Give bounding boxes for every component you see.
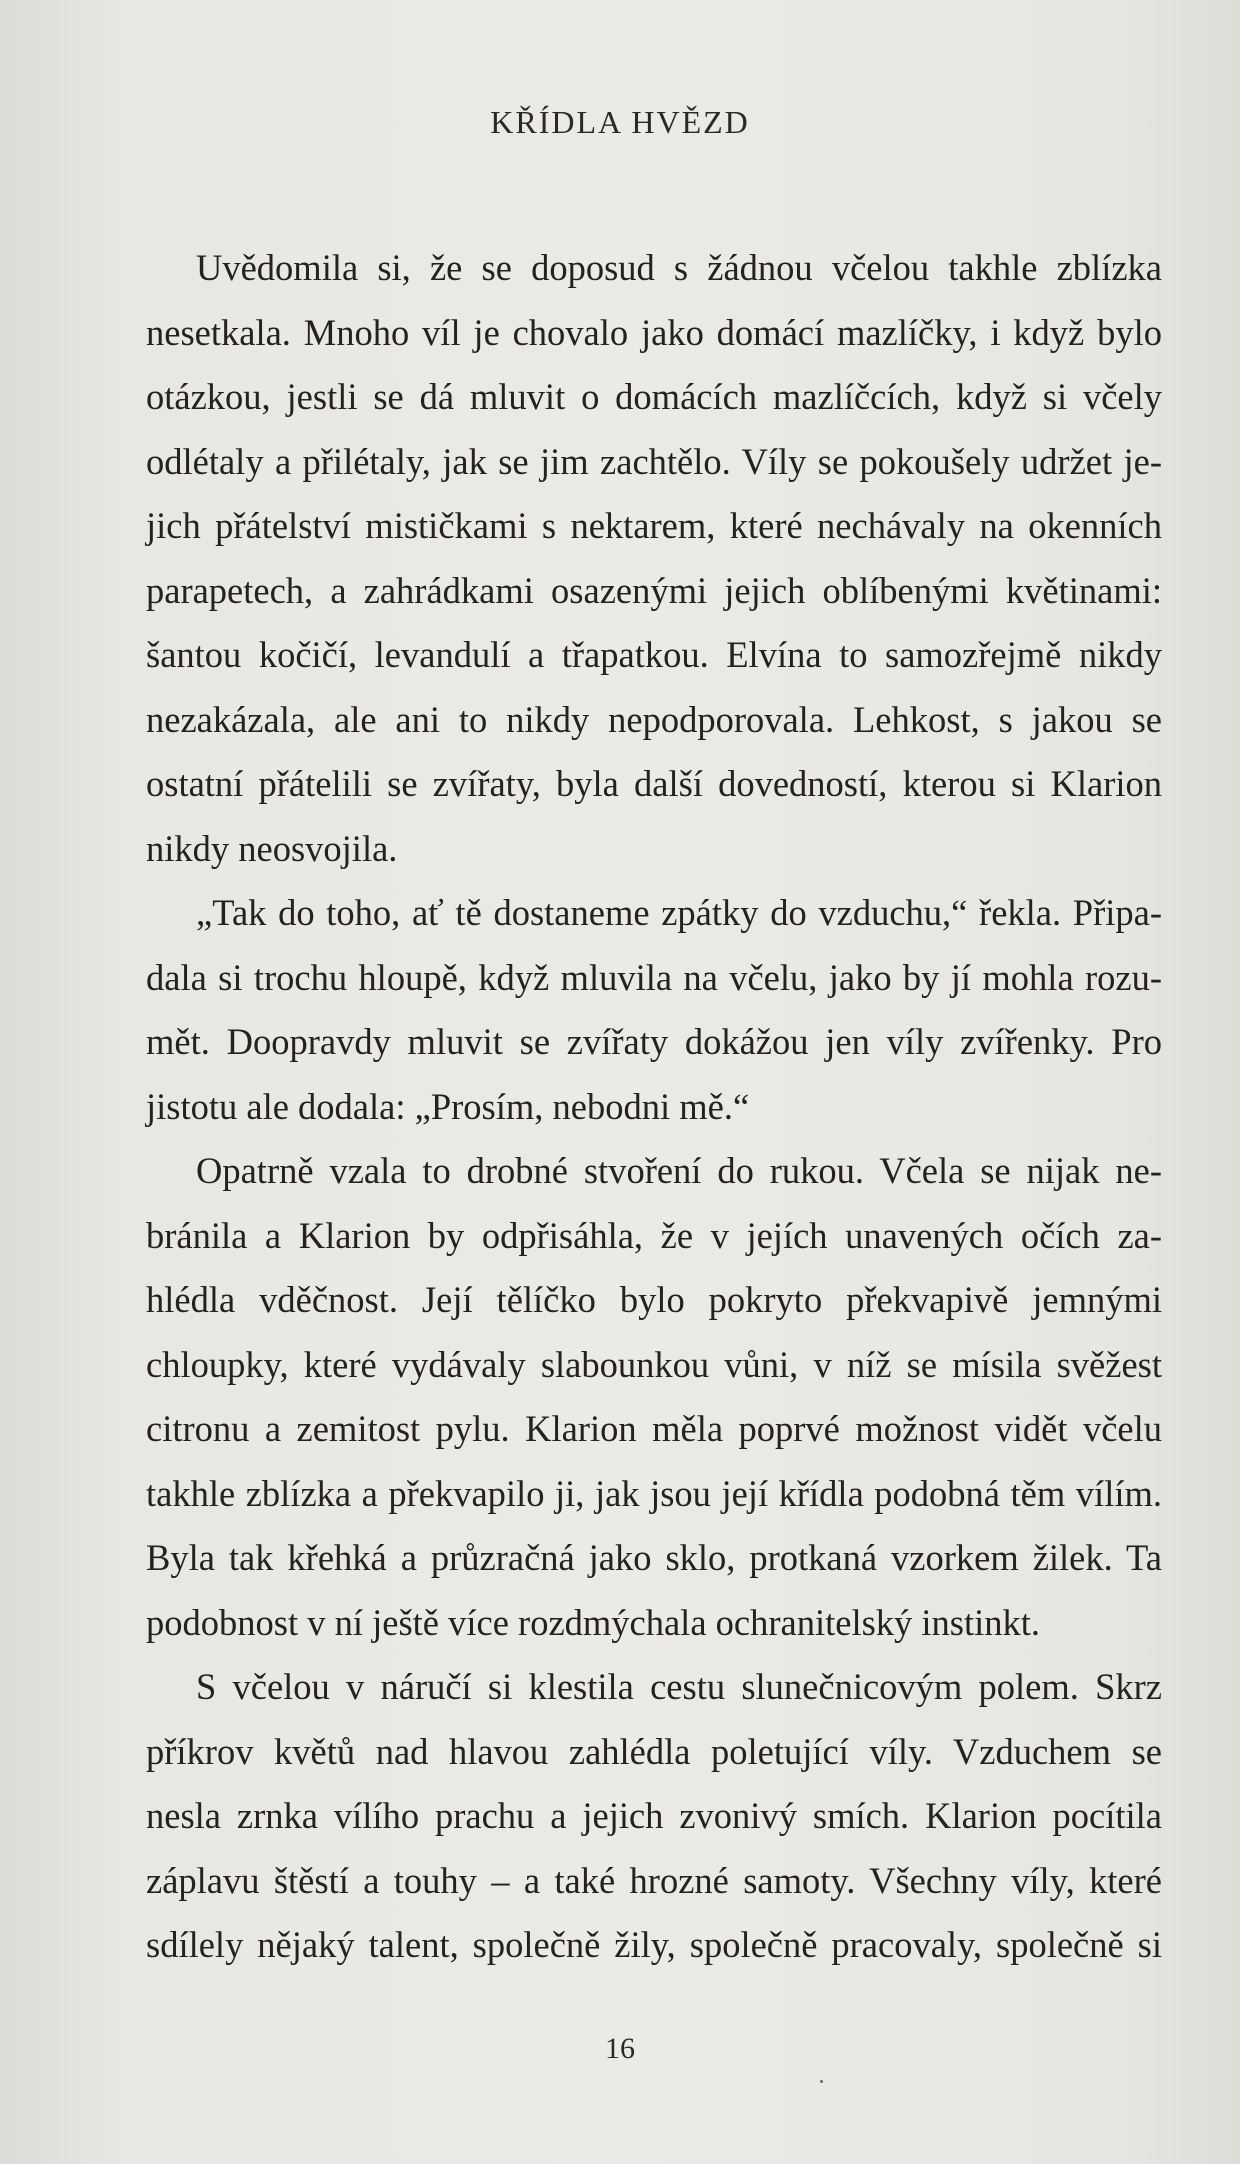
text-line: hlédla vděčnost. Její tělíčko bylo pokryto překvapivě jemnými bbox=[146, 1279, 1162, 1320]
text-line: záplavu štěstí a touhy – a také hrozné samoty. Všechny víly, které bbox=[146, 1859, 1162, 1901]
text-line: citronu a zemitost pylu. Klarion měla poprvé možnost vidět včelu bbox=[146, 1408, 1162, 1449]
paragraph bbox=[146, 1139, 1162, 1655]
text-line: „Tak do toho, ať tě dostaneme zpátky do vzduchu,“ řekla. Připa- bbox=[196, 892, 1162, 933]
text-line: Opatrně vzala to drobné stvoření do rukou. Včela se nijak ne- bbox=[196, 1150, 1162, 1191]
text-line: mět. Doopravdy mluvit se zvířaty dokážou jen víly zvířenky. Pro bbox=[146, 1021, 1162, 1062]
text-line: nesla zrnka vílího prachu a jejich zvonivý smích. Klarion pocítila bbox=[146, 1795, 1162, 1836]
text-line: ostatní přátelili se zvířaty, byla další dovedností, kterou si Klarion bbox=[146, 763, 1162, 804]
paragraph bbox=[146, 1655, 1162, 1978]
text-line: dala si trochu hloupě, když mluvila na včelu, jako by jí mohla rozu- bbox=[146, 956, 1162, 998]
text-line: jich přátelství mističkami s nektarem, které nechávaly na okenních bbox=[146, 505, 1162, 546]
text-line: Uvědomila si, že se doposud s žádnou včelou takhle zblízka bbox=[196, 247, 1162, 288]
text-line: bránila a Klarion by odpřisáhla, že v jejích unavených očích za- bbox=[146, 1214, 1162, 1256]
paragraph bbox=[146, 236, 1162, 881]
text-line: otázkou, jestli se dá mluvit o domácích mazlíčcích, když si včely bbox=[146, 376, 1162, 417]
text-line: takhle zblízka a překvapilo ji, jak jsou její křídla podobná těm vílím. bbox=[146, 1472, 1162, 1514]
text-line: chloupky, které vydávaly slabounkou vůni, v níž se mísila svěžest bbox=[146, 1343, 1162, 1385]
text-line: sdílely nějaký talent, společně žily, společně pracovaly, společně si bbox=[146, 1924, 1162, 1965]
text-line: parapetech, a zahrádkami osazenými jejich oblíbenými květinami: bbox=[146, 569, 1162, 611]
body-text bbox=[146, 236, 1162, 1978]
text-line: nikdy neosvojila. bbox=[146, 827, 398, 869]
paragraph bbox=[146, 881, 1162, 1139]
text-line: nesetkala. Mnoho víl je chovalo jako domácí mazlíčky, i když bylo bbox=[146, 311, 1162, 353]
text-line: odlétaly a přilétaly, jak se jim zachtělo. Víly se pokoušely udržet je- bbox=[146, 440, 1162, 482]
running-head: KŘÍDLA HVĚZD bbox=[490, 104, 750, 140]
paper-speck bbox=[820, 2080, 823, 2083]
text-line: jistotu ale dodala: „Prosím, nebodni mě.“ bbox=[146, 1085, 750, 1127]
page-number: 16 bbox=[605, 2032, 635, 2065]
text-line: podobnost v ní ještě více rozdmýchala ochranitelský instinkt. bbox=[146, 1601, 1041, 1643]
text-line: S včelou v náručí si klestila cestu slunečnicovým polem. Skrz bbox=[196, 1666, 1162, 1707]
text-line: Byla tak křehká a průzračná jako sklo, protkaná vzorkem žilek. Ta bbox=[146, 1537, 1162, 1578]
text-line: šantou kočičí, levandulí a třapatkou. Elvína to samozřejmě nikdy bbox=[146, 634, 1162, 675]
text-line: nezakázala, ale ani to nikdy nepodporovala. Lehkost, s jakou se bbox=[146, 698, 1162, 740]
text-line: příkrov květů nad hlavou zahlédla poletující víly. Vzduchem se bbox=[146, 1730, 1162, 1772]
